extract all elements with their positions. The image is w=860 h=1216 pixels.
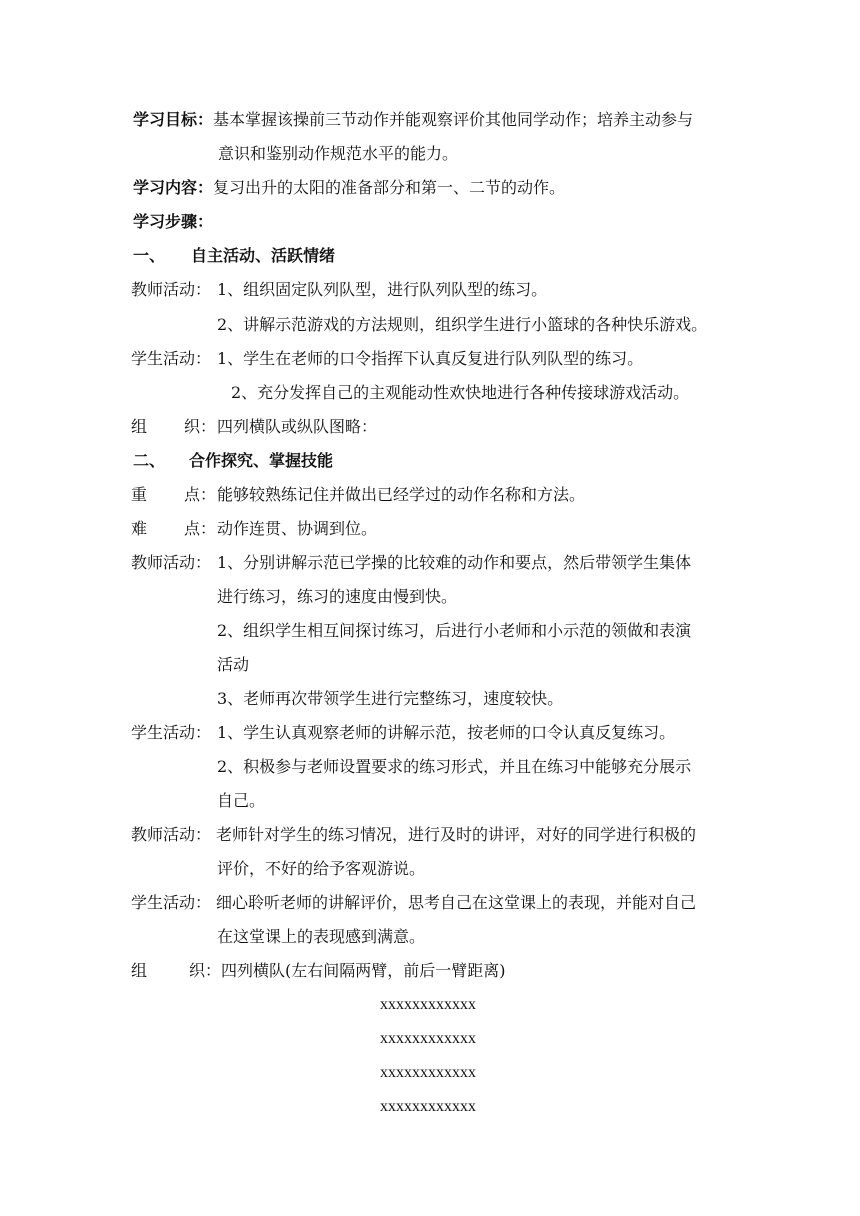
steps-label: 学习步骤： [133,212,214,231]
teacher-activity-text: 老师针对学生的练习情况，进行及时的讲评，对好的同学进行积极的 [216,825,697,844]
teacher-activity-label: 教师活动： [131,553,212,572]
teacher-activity-text: 3、老师再次带领学生进行完整练习，速度较快。 [217,689,564,708]
teacher-activity-text: 2、组织学生相互间探讨练习，后进行小老师和小示范的领做和表演 [217,621,692,640]
key-point-label-first: 重 [131,485,148,504]
key-point-label-second: 点： [184,485,217,504]
organization-text: 四列横队或纵队图略： [217,417,378,436]
goal-label: 学习目标： [133,110,214,129]
student-activity-label: 学生活动： [131,349,212,368]
teacher-activity-text: 1、分别讲解示范已学操的比较难的动作和要点，然后带领学生集体 [217,553,692,572]
content-label: 学习内容： [133,178,214,197]
student-activity-text: 自己。 [217,791,266,810]
section-number: 一、 [133,246,166,265]
teacher-activity-text: 1、组织固定队列队型，进行队列队型的练习。 [217,280,548,299]
section-number: 二、 [133,451,166,470]
organization-label-second: 织： [189,961,222,980]
student-activity-text: 1、学生认真观察老师的讲解示范，按老师的口令认真反复练习。 [217,723,676,742]
organization-label-first: 组 [131,961,148,980]
organization-label-second: 织： [184,417,217,436]
goal-text: 基本掌握该操前三节动作并能观察评价其他同学动作；培养主动参与 [213,110,694,129]
student-activity-text: 细心聆听老师的讲解评价，思考自己在这堂课上的表现，并能对自己 [216,893,697,912]
student-activity-text: 2、积极参与老师设置要求的练习形式，并且在练习中能够充分展示 [217,757,692,776]
student-activity-text: 在这堂课上的表现感到满意。 [217,927,426,946]
teacher-activity-text: 进行练习，练习的速度由慢到快。 [217,587,458,606]
formation-row: xxxxxxxxxxxx [380,1064,476,1081]
formation-row: xxxxxxxxxxxx [380,1098,476,1115]
difficulty-text: 动作连贯、协调到位。 [217,519,378,538]
difficulty-label-second: 点： [184,519,217,538]
student-activity-label: 学生活动： [131,893,212,912]
student-activity-text: 1、学生在老师的口令指挥下认真反复进行队列队型的练习。 [217,349,644,368]
student-activity-label: 学生活动： [131,723,212,742]
section-title: 合作探究、掌握技能 [189,451,334,470]
organization-label-first: 组 [131,417,148,436]
section-title: 自主活动、活跃情绪 [191,246,336,265]
teacher-activity-label: 教师活动： [131,280,212,299]
teacher-activity-text: 2、讲解示范游戏的方法规则，组织学生进行小篮球的各种快乐游戏。 [217,315,708,334]
formation-row: xxxxxxxxxxxx [380,996,476,1013]
student-activity-text: 2、充分发挥自己的主观能动性欢快地进行各种传接球游戏活动。 [231,383,690,402]
content-text: 复习出升的太阳的准备部分和第一、二节的动作。 [213,178,566,197]
formation-row: xxxxxxxxxxxx [380,1030,476,1047]
key-point-text: 能够较熟练记住并做出已经学过的动作名称和方法。 [217,485,586,504]
organization-text: 四列横队(左右间隔两臂，前后一臂距离) [221,961,506,980]
teacher-activity-text: 活动 [217,655,250,674]
teacher-activity-label: 教师活动： [131,825,212,844]
goal-text-continued: 意识和鉴别动作规范水平的能力。 [218,144,459,163]
teacher-activity-text: 评价，不好的给予客观游说。 [217,859,426,878]
difficulty-label-first: 难 [131,519,148,538]
